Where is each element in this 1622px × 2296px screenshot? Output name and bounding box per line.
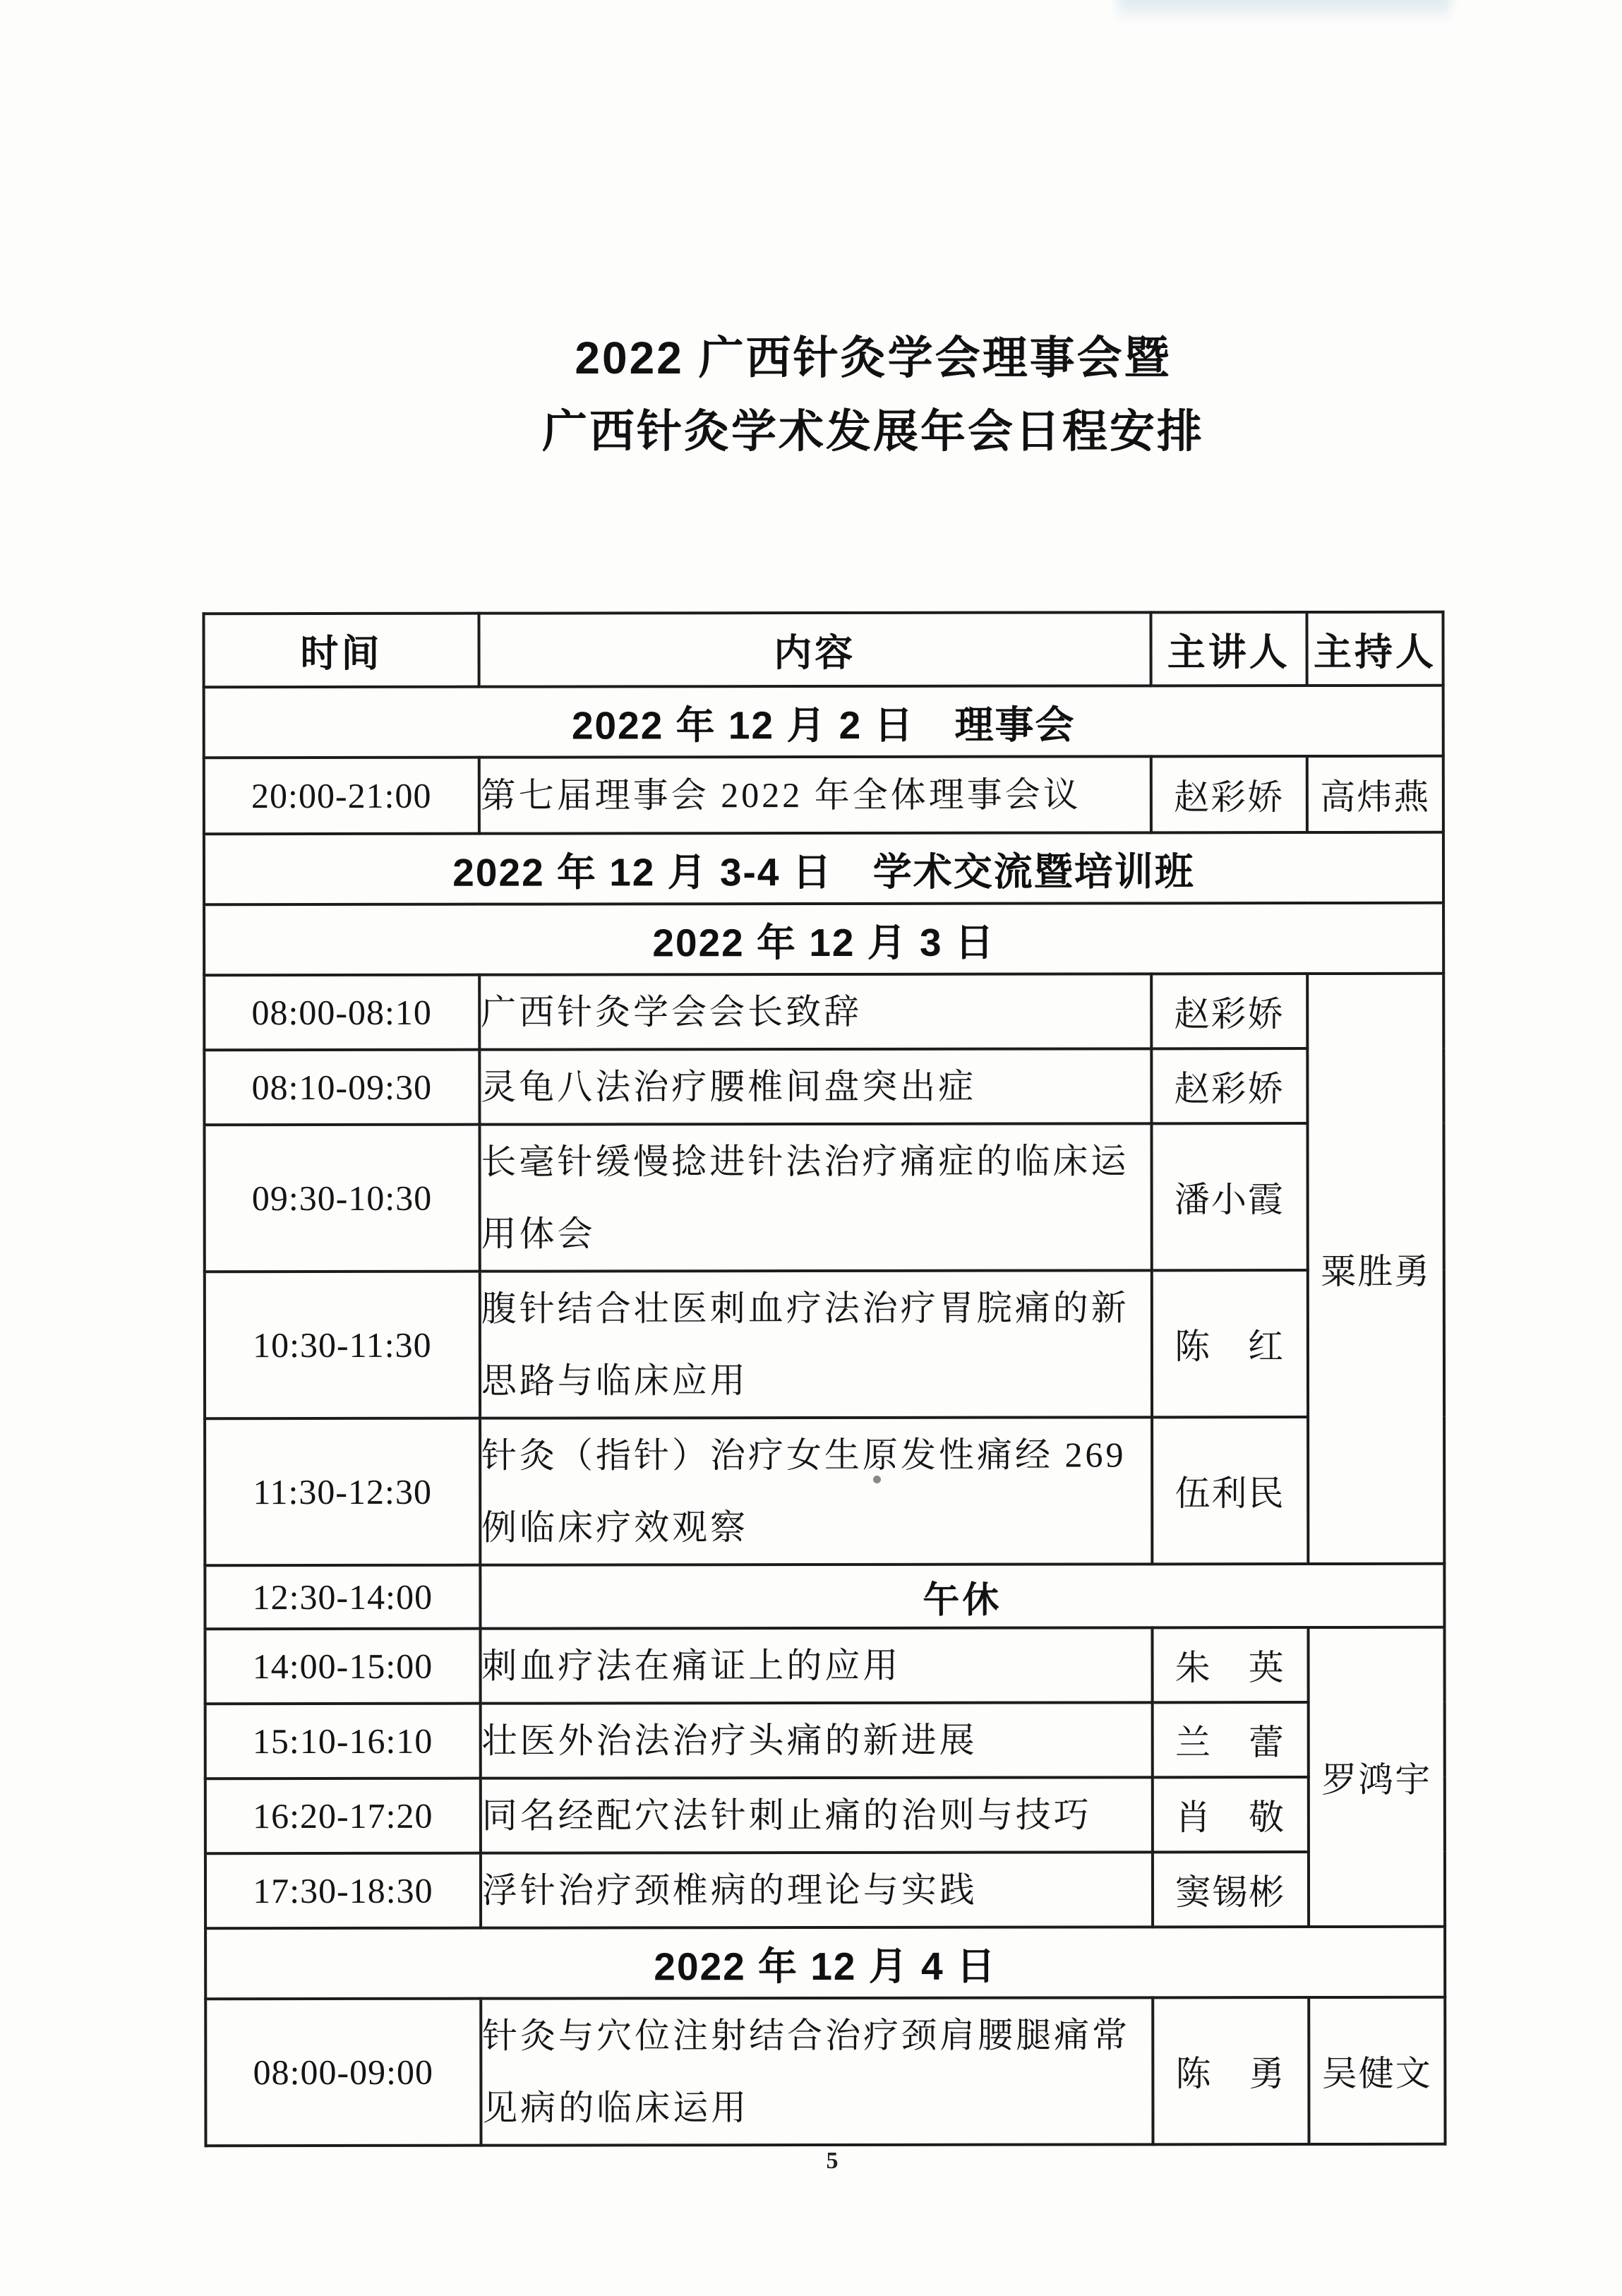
time-cell: 20:00-21:00: [204, 758, 479, 835]
section-title-dec2: 2022 年 12 月 2 日 理事会: [204, 686, 1443, 758]
moderator-cell: 吴健文: [1309, 1997, 1445, 2144]
section-title-dec34: 2022 年 12 月 3-4 日 学术交流暨培训班: [204, 832, 1443, 904]
section-title-dec4: 2022 年 12 月 4 日: [205, 1927, 1445, 1999]
page-number: 5: [826, 2148, 839, 2174]
speaker-cell: 肖 敬: [1152, 1777, 1308, 1852]
speaker-cell: 赵彩娇: [1151, 756, 1306, 832]
table-row: [205, 1627, 1444, 1704]
time-cell: 14:00-15:00: [205, 1629, 480, 1704]
table-header-row: [203, 612, 1443, 687]
document-title: [62, 321, 1622, 468]
section-row-dec4: [205, 1927, 1445, 1999]
time-cell: 08:00-08:10: [204, 975, 479, 1051]
table-row: [205, 1702, 1445, 1778]
time-cell: 12:30-14:00: [205, 1565, 480, 1630]
section-row-dec2: [204, 686, 1443, 758]
document-title-line1: 2022 广西针灸学会理事会暨: [575, 333, 1172, 383]
speaker-cell: 潘小霞: [1151, 1123, 1308, 1270]
speaker-cell: 赵彩娇: [1151, 1048, 1307, 1123]
section-row-dec34: [204, 832, 1443, 904]
table-row: [205, 1777, 1445, 1853]
content-cell: 腹针结合壮医刺血疗法治疗胃脘痛的新思路与临床应用: [480, 1270, 1152, 1418]
time-cell: 17:30-18:30: [205, 1853, 481, 1929]
scan-artifact-dot: [873, 1476, 881, 1483]
schedule-table: [202, 611, 1446, 2147]
content-cell: 浮针治疗颈椎病的理论与实践: [481, 1852, 1153, 1927]
table-row: [205, 1417, 1444, 1565]
content-cell: 长毫针缓慢捻进针法治疗痛症的临床运用体会: [479, 1123, 1151, 1271]
table-row: [204, 974, 1443, 1050]
table-row: [204, 1123, 1443, 1272]
table-row-lunch: [205, 1564, 1444, 1629]
time-cell: 08:00-09:00: [205, 1999, 481, 2146]
moderator-cell-merged-afternoon: 罗鸿宇: [1308, 1627, 1445, 1927]
column-header-moderator: 主持人: [1306, 612, 1443, 686]
moderator-cell: 高炜燕: [1307, 756, 1443, 832]
content-cell: 针灸（指针）治疗女生原发性痛经 269 例临床疗效观察: [480, 1417, 1152, 1565]
lunch-break-cell: 午休: [480, 1564, 1444, 1629]
speaker-cell: 赵彩娇: [1151, 974, 1307, 1048]
content-cell: 针灸与穴位注射结合治疗颈肩腰腿痛常见病的临床运用: [481, 1997, 1153, 2145]
content-cell: 灵龟八法治疗腰椎间盘突出症: [479, 1048, 1151, 1124]
moderator-cell-merged-morning: 粟胜勇: [1307, 974, 1444, 1564]
content-cell: 刺血疗法在痛证上的应用: [480, 1627, 1152, 1703]
scan-artifact-smudge: [1119, 0, 1450, 23]
column-header-time: 时间: [203, 614, 479, 688]
content-cell: 广西针灸学会会长致辞: [479, 974, 1151, 1049]
document-title-line2: 广西针灸学术发展年会日程安排: [542, 406, 1204, 457]
time-cell: 15:10-16:10: [205, 1704, 481, 1779]
table-row: [205, 1852, 1445, 1928]
table-row: [204, 756, 1443, 834]
time-cell: 16:20-17:20: [205, 1778, 481, 1854]
section-title-dec3: 2022 年 12 月 3 日: [204, 903, 1443, 975]
speaker-cell: 伍利民: [1152, 1417, 1309, 1564]
speaker-cell: 陈 红: [1151, 1270, 1308, 1417]
time-cell: 09:30-10:30: [204, 1125, 479, 1272]
time-cell: 11:30-12:30: [205, 1418, 480, 1566]
speaker-cell: 窦锡彬: [1153, 1852, 1309, 1927]
content-cell: 壮医外治法治疗头痛的新进展: [480, 1702, 1152, 1778]
table-row: [204, 1048, 1443, 1125]
speaker-cell: 陈 勇: [1153, 1997, 1309, 2144]
column-header-speaker: 主讲人: [1151, 612, 1306, 686]
time-cell: 08:10-09:30: [204, 1050, 479, 1125]
table-row: [205, 1270, 1444, 1418]
table-row: [205, 1997, 1445, 2146]
column-header-content: 内容: [479, 612, 1151, 686]
time-cell: 10:30-11:30: [205, 1272, 480, 1419]
speaker-cell: 兰 蕾: [1152, 1702, 1308, 1777]
content-cell: 同名经配穴法针刺止痛的治则与技巧: [481, 1777, 1153, 1853]
content-cell: 第七届理事会 2022 年全体理事会议: [479, 756, 1151, 833]
section-row-dec3: [204, 903, 1443, 975]
speaker-cell: 朱 英: [1152, 1627, 1308, 1702]
